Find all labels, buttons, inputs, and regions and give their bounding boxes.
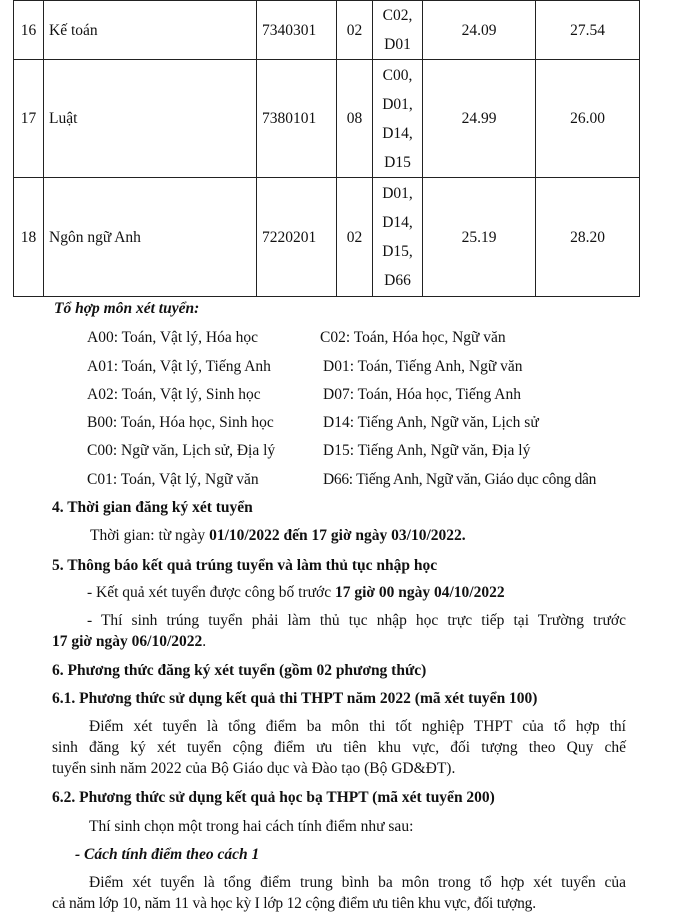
combo-code: D66 [384,272,411,289]
combo-item: D07: Toán, Hóa học, Tiếng Anh [323,386,521,403]
score-1: 24.09 [423,1,536,60]
paragraph-6-1: Điểm xét tuyển là tổng điểm ba môn thi tốt nghiệp THPT của tổ hợp thí [89,718,626,735]
combo-code: D15 [384,153,411,171]
combo-code: C00, [382,66,413,84]
combo-code: D01, [382,185,413,202]
section-6-1-heading: 6.1. Phương thức sử dụng kết quả thi THPT năm 2022 (mã xét tuyển 100) [52,690,538,707]
method-1-heading: - Cách tính điểm theo cách 1 [75,846,260,863]
row-number: 16 [14,1,44,60]
major-name: Luật [44,60,257,178]
score-2: 28.20 [536,178,640,297]
score-2: 26.00 [536,60,640,178]
enrollment-deadline-date: 17 giờ ngày 06/10/2022 [52,633,203,650]
enrollment-deadline [52,632,206,652]
combo-code: D14, [382,214,413,231]
section-6-2-heading: 6.2. Phương thức sử dụng kết quả học bạ THPT (mã xét tuyển 200) [52,789,495,806]
combo-code: D01, [382,95,413,113]
result-announcement-date: 17 giờ 00 ngày 04/10/2022 [334,584,505,601]
quota: 02 [337,178,373,297]
combo-item: A01: Toán, Vật lý, Tiếng Anh [87,358,271,375]
quota: 08 [337,60,373,178]
combo-item: D01: Toán, Tiếng Anh, Ngữ văn [323,358,523,375]
admissions-table [13,0,640,297]
major-code: 7220201 [257,178,337,297]
combo-item: D14: Tiếng Anh, Ngữ văn, Lịch sử [323,414,539,431]
table-row [14,60,640,178]
table-row [14,178,640,297]
combo-item: C00: Ngữ văn, Lịch sử, Địa lý [87,442,276,459]
combo-code: D14, [382,124,413,142]
combo-item: A00: Toán, Vật lý, Hóa học [87,329,258,346]
table-row [14,1,640,60]
major-code: 7340301 [257,1,337,60]
paragraph-6-2: Điểm xét tuyển là tổng điểm trung bình ba môn trong tổ hợp xét tuyển của [89,874,626,891]
section-6-heading: 6. Phương thức đăng ký xét tuyển (gồm 02 phương thức) [52,662,427,679]
paragraph-6-2-intro: Thí sinh chọn một trong hai cách tính điểm như sau: [89,818,414,835]
major-code: 7380101 [257,60,337,178]
score-1: 25.19 [423,178,536,297]
combos-heading: Tổ hợp môn xét tuyển: [54,300,200,317]
section-5-heading: 5. Thông báo kết quả trúng tuyển và làm thủ tục nhập học [52,557,438,574]
combo-item: D66: Tiếng Anh, Ngữ văn, Giáo dục công dân [323,471,597,488]
combo-code: D15, [382,243,413,260]
quota: 02 [337,1,373,60]
row-number: 17 [14,60,44,178]
paragraph-6-2: cả năm lớp 10, năm 11 và học kỳ I lớp 12 cộng điểm ưu tiên khu vực, đối tượng. [52,895,536,912]
section-4-heading: 4. Thời gian đăng ký xét tuyển [52,499,253,516]
combo-item: C02: Toán, Hóa học, Ngữ văn [320,329,506,346]
combo-code: C02, [382,7,413,24]
combo-item: A02: Toán, Vật lý, Sinh học [87,386,261,403]
paragraph-6-1: tuyển sinh năm 2022 của Bộ Giáo dục và Đào tạo (Bộ GD&ĐT). [52,760,456,777]
enrollment-instruction: - Thí sinh trúng tuyển phải làm thủ tục nhập học trực tiếp tại Trường trước [87,612,626,629]
combo-code: D01 [384,36,411,53]
score-2: 27.54 [536,1,640,60]
subject-combos [373,60,423,178]
major-name: Ngôn ngữ Anh [44,178,257,297]
combo-item: B00: Toán, Hóa học, Sinh học [87,414,274,431]
subject-combos [373,1,423,60]
subject-combos [373,178,423,297]
enrollment-deadline-end: . [202,633,207,650]
paragraph-6-1: sinh đăng ký xét tuyển cộng điểm ưu tiên khu vực, đối tượng theo Quy chế [52,739,626,756]
registration-period [90,526,466,546]
major-name: Kế toán [44,1,257,60]
result-announcement-prefix: - Kết quả xét tuyển được công bố trước [87,584,335,601]
combo-item: D15: Tiếng Anh, Ngữ văn, Địa lý [323,442,531,459]
score-1: 24.99 [423,60,536,178]
combo-item: C01: Toán, Vật lý, Ngữ văn [87,471,259,488]
registration-period-dates: 01/10/2022 đến 17 giờ ngày 03/10/2022. [209,527,466,544]
row-number: 18 [14,178,44,297]
registration-period-prefix: Thời gian: từ ngày [90,527,210,544]
result-announcement [87,583,505,603]
